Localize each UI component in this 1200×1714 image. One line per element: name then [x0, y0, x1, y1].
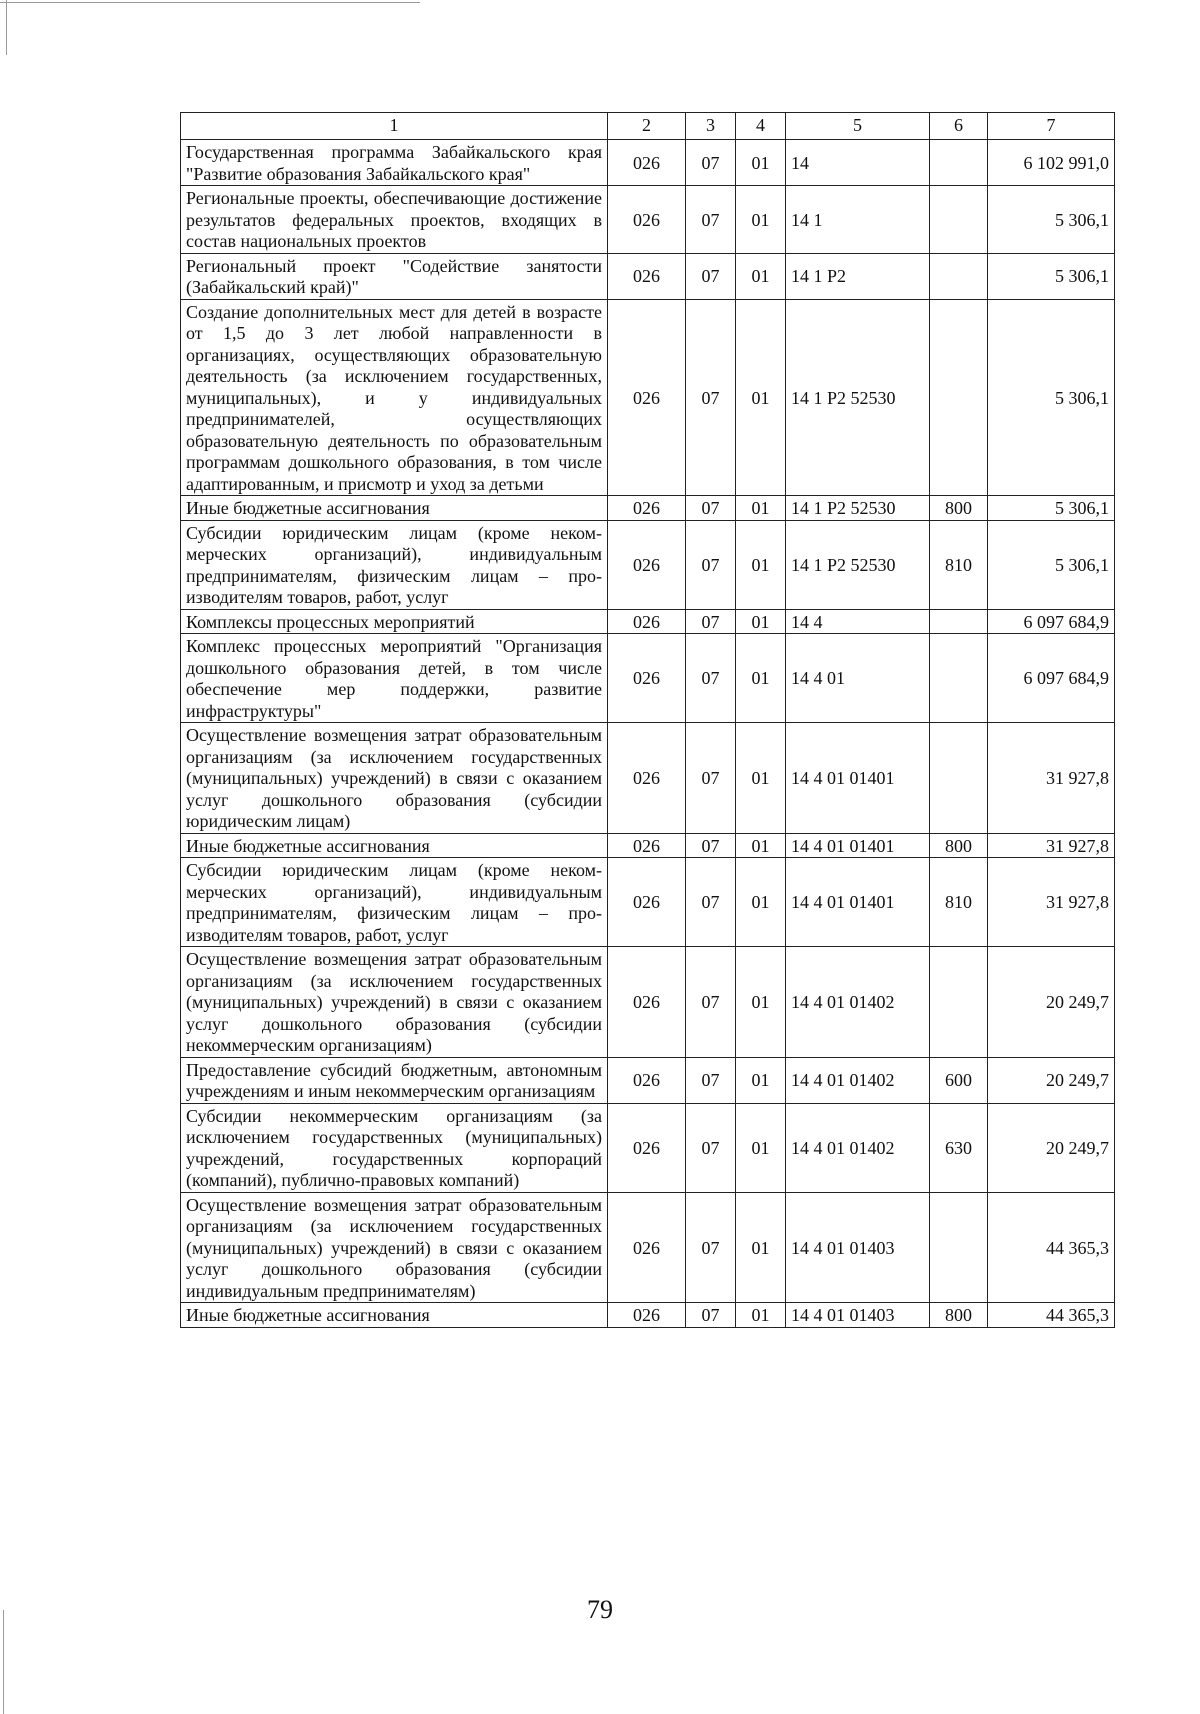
header-cell-expense-type: 6: [930, 113, 988, 140]
cell-expense-type: [930, 634, 988, 723]
cell-subsection: 01: [736, 520, 786, 609]
cell-expense-type: 630: [930, 1103, 988, 1192]
cell-amount: 44 365,3: [988, 1192, 1115, 1303]
cell-expense-type: 600: [930, 1057, 988, 1103]
cell-name: Иные бюджетные ассигнования: [181, 833, 608, 858]
cell-target-article: 14: [786, 140, 930, 186]
scan-edge-line-left-lower: [3, 1610, 4, 1714]
table-row: [181, 1303, 1115, 1328]
cell-section: 07: [686, 833, 736, 858]
table-row: [181, 947, 1115, 1058]
cell-grbs: 026: [608, 140, 686, 186]
cell-expense-type: 800: [930, 833, 988, 858]
cell-subsection: 01: [736, 496, 786, 521]
scan-edge-line-top: [0, 2, 420, 3]
cell-amount: 31 927,8: [988, 833, 1115, 858]
cell-section: 07: [686, 723, 736, 834]
table-row: [181, 1057, 1115, 1103]
cell-subsection: 01: [736, 858, 786, 947]
cell-subsection: 01: [736, 723, 786, 834]
cell-expense-type: 800: [930, 496, 988, 521]
cell-target-article: 14 1 P2 52530: [786, 299, 930, 496]
cell-grbs: 026: [608, 520, 686, 609]
cell-amount: 44 365,3: [988, 1303, 1115, 1328]
cell-grbs: 026: [608, 496, 686, 521]
cell-amount: 31 927,8: [988, 858, 1115, 947]
table-row: [181, 253, 1115, 299]
cell-name: Создание дополнительных мест для детей в возрасте от 1,5 до 3 лет любой направленности в организациях, осуществляющих образовательную деятельность (за исключением государственных, муниципальных), и у индивидуальных предпринимателей, осуществляющих образовательную деятельность по образовательным программам дошкольного образования, в том числе адаптированным, и присмотр и уход за детьми: [181, 299, 608, 496]
cell-grbs: 026: [608, 1192, 686, 1303]
cell-grbs: 026: [608, 1057, 686, 1103]
cell-target-article: 14 4 01 01402: [786, 947, 930, 1058]
cell-grbs: 026: [608, 609, 686, 634]
cell-target-article: 14 4 01 01401: [786, 858, 930, 947]
cell-name: Иные бюджетные ассигнования: [181, 496, 608, 521]
cell-name: Субсидии юридическим лицам (кроме некоммерческих организаций), индивидуальным предпринимателям, физическим лицам – производителям товаров, работ, услуг: [181, 858, 608, 947]
table-row: [181, 140, 1115, 186]
table-row: [181, 858, 1115, 947]
header-cell-grbs: 2: [608, 113, 686, 140]
cell-name: Комплексы процессных мероприятий: [181, 609, 608, 634]
cell-grbs: 026: [608, 833, 686, 858]
cell-grbs: 026: [608, 1103, 686, 1192]
cell-name: Субсидии некоммерческим организациям (за исключением государственных (муниципальных) учреждений, государственных корпораций (компаний), публично-правовых компаний): [181, 1103, 608, 1192]
cell-grbs: 026: [608, 947, 686, 1058]
cell-target-article: 14 4 01 01403: [786, 1303, 930, 1328]
cell-expense-type: [930, 186, 988, 254]
cell-expense-type: [930, 947, 988, 1058]
cell-section: 07: [686, 140, 736, 186]
cell-amount: 5 306,1: [988, 496, 1115, 521]
cell-subsection: 01: [736, 1192, 786, 1303]
cell-subsection: 01: [736, 1103, 786, 1192]
cell-section: 07: [686, 858, 736, 947]
cell-amount: 6 097 684,9: [988, 634, 1115, 723]
table-header-row: [181, 113, 1115, 140]
cell-subsection: 01: [736, 299, 786, 496]
cell-section: 07: [686, 1057, 736, 1103]
cell-target-article: 14 4 01 01401: [786, 723, 930, 834]
cell-name: Предоставление субсидий бюджетным, автономным учреждениям и иным некоммерческим организациям: [181, 1057, 608, 1103]
cell-expense-type: 810: [930, 520, 988, 609]
header-cell-amount: 7: [988, 113, 1115, 140]
cell-grbs: 026: [608, 723, 686, 834]
table-body: [181, 140, 1115, 1328]
cell-expense-type: [930, 140, 988, 186]
table-row: [181, 634, 1115, 723]
cell-section: 07: [686, 1303, 736, 1328]
cell-amount: 5 306,1: [988, 186, 1115, 254]
table-row: [181, 723, 1115, 834]
cell-name: Осуществление возмещения затрат образовательным организациям (за исключением государственных (муниципальных) учреждений) в связи с оказанием услуг дошкольного образования (субсидии юридическим лицам): [181, 723, 608, 834]
cell-subsection: 01: [736, 186, 786, 254]
cell-grbs: 026: [608, 253, 686, 299]
cell-target-article: 14 4 01 01401: [786, 833, 930, 858]
cell-subsection: 01: [736, 634, 786, 723]
table-row: [181, 496, 1115, 521]
cell-subsection: 01: [736, 947, 786, 1058]
cell-grbs: 026: [608, 634, 686, 723]
cell-expense-type: 810: [930, 858, 988, 947]
cell-expense-type: [930, 609, 988, 634]
cell-amount: 31 927,8: [988, 723, 1115, 834]
cell-amount: 6 102 991,0: [988, 140, 1115, 186]
table-row: [181, 299, 1115, 496]
page-number: 79: [587, 1595, 613, 1624]
document-page: [180, 112, 1114, 1328]
cell-section: 07: [686, 520, 736, 609]
cell-target-article: 14 4 01 01402: [786, 1057, 930, 1103]
cell-amount: 20 249,7: [988, 947, 1115, 1058]
cell-grbs: 026: [608, 1303, 686, 1328]
cell-name: Иные бюджетные ассигнования: [181, 1303, 608, 1328]
cell-amount: 6 097 684,9: [988, 609, 1115, 634]
cell-section: 07: [686, 609, 736, 634]
cell-grbs: 026: [608, 858, 686, 947]
cell-amount: 5 306,1: [988, 253, 1115, 299]
header-cell-subsection: 4: [736, 113, 786, 140]
budget-allocation-table: [180, 112, 1115, 1328]
cell-subsection: 01: [736, 140, 786, 186]
cell-expense-type: [930, 1192, 988, 1303]
cell-name: Осуществление возмещения затрат образовательным организациям (за исключением государственных (муниципальных) учреждений) в связи с оказанием услуг дошкольного образования (субсидии некоммерческим организациям): [181, 947, 608, 1058]
cell-amount: 20 249,7: [988, 1103, 1115, 1192]
header-cell-section: 3: [686, 113, 736, 140]
cell-name: Региональный проект "Содействие занятости (Забайкальский край)": [181, 253, 608, 299]
cell-target-article: 14 4 01: [786, 634, 930, 723]
cell-subsection: 01: [736, 609, 786, 634]
cell-subsection: 01: [736, 253, 786, 299]
cell-section: 07: [686, 496, 736, 521]
cell-target-article: 14 1 P2 52530: [786, 496, 930, 521]
cell-target-article: 14 1 P2: [786, 253, 930, 299]
header-cell-target-article: 5: [786, 113, 930, 140]
cell-expense-type: [930, 299, 988, 496]
table-row: [181, 609, 1115, 634]
cell-section: 07: [686, 1192, 736, 1303]
cell-name: Субсидии юридическим лицам (кроме некоммерческих организаций), индивидуальным предпринимателям, физическим лицам – производителям товаров, работ, услуг: [181, 520, 608, 609]
cell-expense-type: [930, 723, 988, 834]
cell-name: Комплекс процессных мероприятий "Организация дошкольного образования детей, в том числе обеспечение мер поддержки, развитие инфраструктуры": [181, 634, 608, 723]
cell-grbs: 026: [608, 299, 686, 496]
cell-subsection: 01: [736, 1057, 786, 1103]
table-row: [181, 520, 1115, 609]
cell-name: Осуществление возмещения затрат образовательным организациям (за исключением государственных (муниципальных) учреждений) в связи с оказанием услуг дошкольного образования (субсидии индивидуальным предпринимателям): [181, 1192, 608, 1303]
cell-name: Государственная программа Забайкальского края "Развитие образования Забайкальского края": [181, 140, 608, 186]
cell-target-article: 14 4 01 01402: [786, 1103, 930, 1192]
cell-subsection: 01: [736, 1303, 786, 1328]
cell-target-article: 14 1: [786, 186, 930, 254]
table-row: [181, 1192, 1115, 1303]
cell-grbs: 026: [608, 186, 686, 254]
cell-target-article: 14 4 01 01403: [786, 1192, 930, 1303]
cell-amount: 5 306,1: [988, 520, 1115, 609]
cell-section: 07: [686, 253, 736, 299]
cell-target-article: 14 1 P2 52530: [786, 520, 930, 609]
table-row: [181, 833, 1115, 858]
cell-subsection: 01: [736, 833, 786, 858]
cell-section: 07: [686, 1103, 736, 1192]
cell-expense-type: 800: [930, 1303, 988, 1328]
cell-expense-type: [930, 253, 988, 299]
table-row: [181, 1103, 1115, 1192]
scan-edge-line-left: [6, 0, 7, 55]
cell-amount: 20 249,7: [988, 1057, 1115, 1103]
cell-name: Региональные проекты, обеспечивающие достижение результатов федеральных проектов, входящих в состав национальных проектов: [181, 186, 608, 254]
cell-section: 07: [686, 299, 736, 496]
cell-section: 07: [686, 186, 736, 254]
cell-target-article: 14 4: [786, 609, 930, 634]
cell-section: 07: [686, 947, 736, 1058]
header-cell-name: 1: [181, 113, 608, 140]
cell-amount: 5 306,1: [988, 299, 1115, 496]
cell-section: 07: [686, 634, 736, 723]
table-row: [181, 186, 1115, 254]
